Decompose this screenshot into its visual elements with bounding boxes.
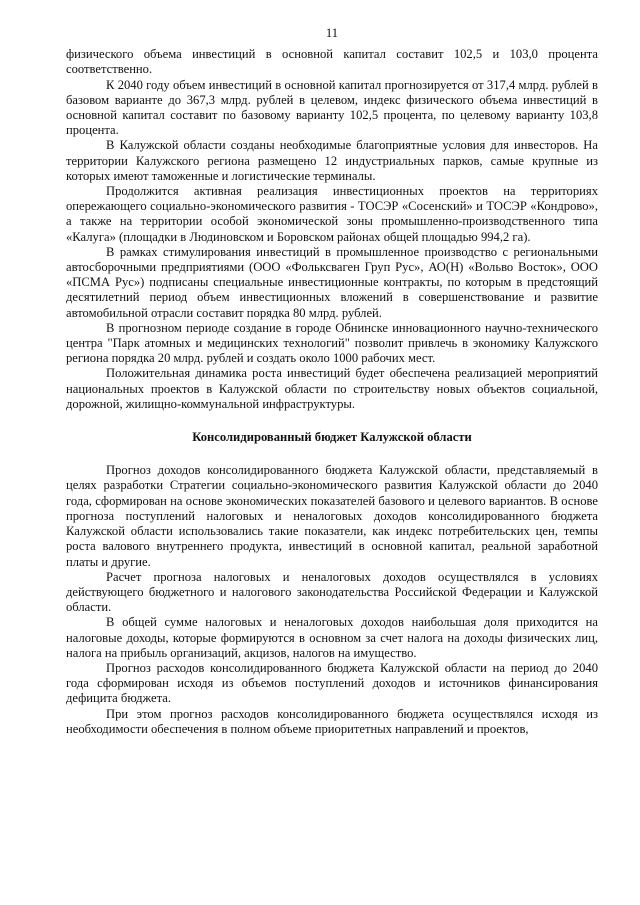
paragraph: В прогнозном периоде создание в городе Обнинске инновационного научно-технического центра "Парк атомных и медицинских технологий" позволит привлечь в экономику Калужского региона порядка 20 млрд. рублей и создать около 1000 рабочих мест.: [66, 320, 598, 366]
paragraph: В Калужской области созданы необходимые благоприятные условия для инвесторов. На территории Калужского региона размещено 12 индустриальных парков, самые крупные из которых имеют таможенные и логистические терминалы.: [66, 138, 598, 183]
paragraph: Расчет прогноза налоговых и неналоговых доходов осуществлялся в условиях действующего бюджетного и налогового законодательства Российской Федерации и Калужской области.: [66, 569, 598, 615]
paragraph: Прогноз доходов консолидированного бюджета Калужской области, представляемый в целях разработки Стратегии социально-экономического развития Калужской области до 2040 года, сформирован на основе экономических показателей базового и целевого вариантов. В основе прогноза поступлений налоговых и неналоговых доходов консолидированного бюджета Калужской области использовались такие показатели, как индекс потребительских цен, темпы роста валового внутреннего продукта, инвестиций в основной капитал, реальной заработной платы и другие.: [66, 463, 598, 569]
paragraph: Положительная динамика роста инвестиций будет обеспечена реализацией мероприятий национальных проектов в Калужской области по строительству новых объектов социальной, дорожной, жилищно-коммунальной инфраструктуры.: [66, 366, 598, 411]
paragraph: К 2040 году объем инвестиций в основной капитал прогнозируется от 317,4 млрд. рублей в базовом варианте до 367,3 млрд. рублей в целевом, индекс физического объема инвестиций в основной капитал составит по базовому варианту 102,5 процента, по целевому варианту 103,8 процента.: [66, 77, 598, 138]
page-number: 11: [325, 26, 339, 40]
document-page: [66, 26, 598, 737]
paragraph: Прогноз расходов консолидированного бюджета Калужской области на период до 2040 года сформирован исходя из объемов поступлений доходов и источников финансирования дефицита бюджета.: [66, 660, 598, 706]
section-heading: Консолидированный бюджет Калужской области: [192, 430, 472, 445]
paragraph: В общей сумме налоговых и неналоговых доходов наибольшая доля приходится на налоговые доходы, которые формируются в основном за счет налога на доходы физических лиц, налога на прибыль организаций, акцизов, налогов на имущество.: [66, 615, 598, 660]
paragraph: Продолжится активная реализация инвестиционных проектов на территориях опережающего социально-экономического развития - ТОСЭР «Сосенский» и ТОСЭР «Кондрово», а также на территории особой экономической зоны промышленно-производственного типа «Калуга» (площадки в Людиновском и Боровском районах общей площадью 994,2 га).: [66, 184, 598, 244]
paragraph: В рамках стимулирования инвестиций в промышленное производство с региональными автосборочными предприятиями (ООО «Фольксваген Груп Рус», АО(Н) «Вольво Восток», ООО «ПСМА Рус») подписаны специальные инвестиционные контракты, по которым в предстоящий десятилетний период объем инвестиционных вложений в совершенствование и развитие автомобильной отрасли составит порядка 80 млрд. рублей.: [66, 244, 598, 320]
paragraph: физического объема инвестиций в основной капитал составит 102,5 и 103,0 процента соответственно.: [66, 47, 598, 77]
paragraph: При этом прогноз расходов консолидированного бюджета осуществлялся исходя из необходимости обеспечения в полном объеме приоритетных направлений и проектов,: [66, 706, 598, 736]
